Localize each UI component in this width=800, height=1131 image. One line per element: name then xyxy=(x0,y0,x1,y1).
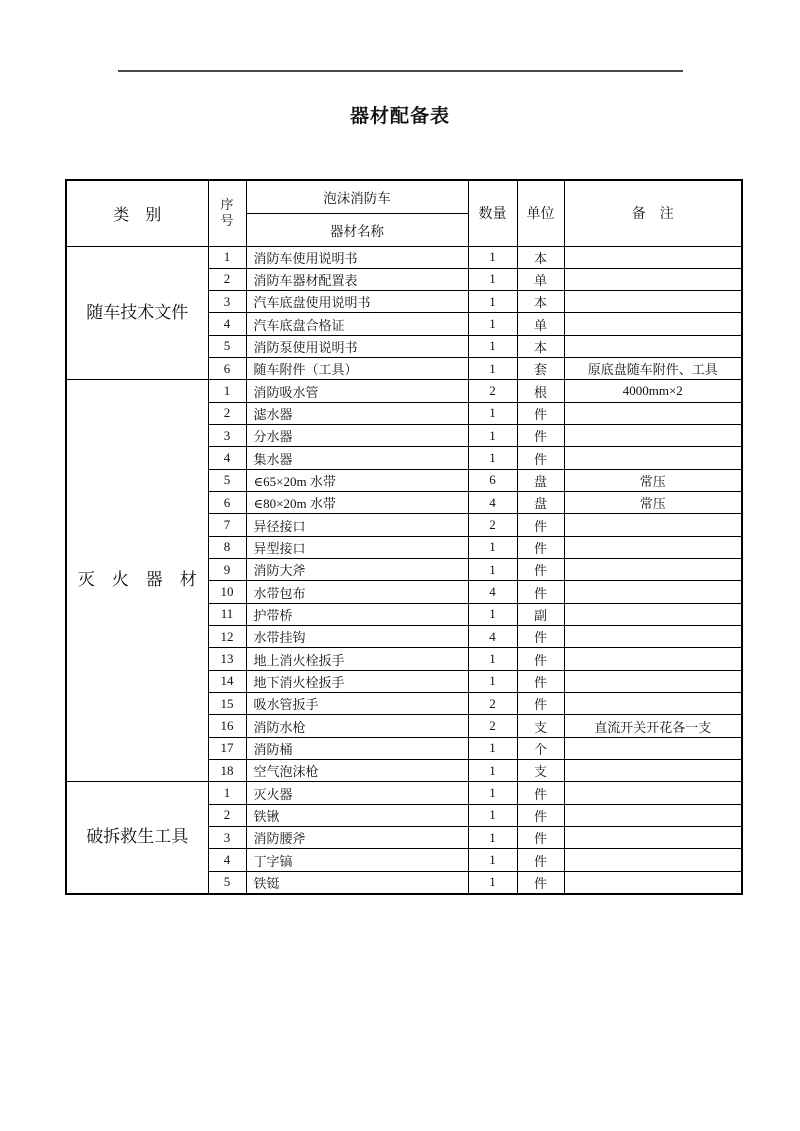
name-cell: 消防车器材配置表 xyxy=(246,268,468,290)
no-cell: 11 xyxy=(208,603,246,625)
name-cell: 异径接口 xyxy=(246,514,468,536)
table-row xyxy=(66,246,742,268)
header-unit: 单位 xyxy=(517,180,564,246)
name-cell: 水带包布 xyxy=(246,581,468,603)
no-cell: 18 xyxy=(208,760,246,782)
qty-cell: 1 xyxy=(468,827,517,849)
header-remarks: 备 注 xyxy=(564,180,742,246)
qty-cell: 1 xyxy=(468,804,517,826)
unit-cell: 件 xyxy=(517,559,564,581)
header-vehicle-type: 泡沫消防车 xyxy=(246,180,468,213)
name-cell: 地上消火栓扳手 xyxy=(246,648,468,670)
remark-cell xyxy=(564,581,742,603)
no-cell: 4 xyxy=(208,313,246,335)
category-cell: 破拆救生工具 xyxy=(66,782,208,894)
name-cell: 消防腰斧 xyxy=(246,827,468,849)
no-cell: 5 xyxy=(208,469,246,491)
name-cell: 消防吸水管 xyxy=(246,380,468,402)
no-cell: 3 xyxy=(208,425,246,447)
unit-cell: 件 xyxy=(517,402,564,424)
unit-cell: 根 xyxy=(517,380,564,402)
category-cell: 灭 火 器 材 xyxy=(66,380,208,782)
remark-cell xyxy=(564,782,742,804)
remark-cell xyxy=(564,268,742,290)
unit-cell: 件 xyxy=(517,804,564,826)
header-serial-number xyxy=(208,180,246,246)
unit-cell: 支 xyxy=(517,715,564,737)
equipment-table-body xyxy=(66,246,742,894)
qty-cell: 1 xyxy=(468,268,517,290)
unit-cell: 件 xyxy=(517,782,564,804)
remark-cell xyxy=(564,335,742,357)
unit-cell: 盘 xyxy=(517,492,564,514)
qty-cell: 1 xyxy=(468,849,517,871)
qty-cell: 1 xyxy=(468,536,517,558)
qty-cell: 1 xyxy=(468,871,517,893)
unit-cell: 件 xyxy=(517,693,564,715)
remark-cell: 常压 xyxy=(564,469,742,491)
header-quantity: 数量 xyxy=(468,180,517,246)
remark-cell xyxy=(564,514,742,536)
no-cell: 5 xyxy=(208,871,246,893)
qty-cell: 1 xyxy=(468,648,517,670)
name-cell: 水带挂钩 xyxy=(246,626,468,648)
no-cell: 16 xyxy=(208,715,246,737)
header-category: 类 别 xyxy=(66,180,208,246)
unit-cell: 本 xyxy=(517,335,564,357)
remark-cell xyxy=(564,626,742,648)
remark-cell xyxy=(564,670,742,692)
name-cell: 分水器 xyxy=(246,425,468,447)
qty-cell: 4 xyxy=(468,626,517,648)
name-cell: 消防车使用说明书 xyxy=(246,246,468,268)
name-cell: 集水器 xyxy=(246,447,468,469)
unit-cell: 本 xyxy=(517,291,564,313)
remark-cell xyxy=(564,693,742,715)
unit-cell: 盘 xyxy=(517,469,564,491)
qty-cell: 1 xyxy=(468,313,517,335)
unit-cell: 副 xyxy=(517,603,564,625)
qty-cell: 1 xyxy=(468,246,517,268)
header-equipment-name: 器材名称 xyxy=(246,213,468,246)
remark-cell: 常压 xyxy=(564,492,742,514)
name-cell: 消防泵使用说明书 xyxy=(246,335,468,357)
no-cell: 1 xyxy=(208,380,246,402)
no-cell: 2 xyxy=(208,402,246,424)
no-cell: 17 xyxy=(208,737,246,759)
unit-cell: 个 xyxy=(517,737,564,759)
remark-cell: 4000mm×2 xyxy=(564,380,742,402)
qty-cell: 4 xyxy=(468,492,517,514)
unit-cell: 件 xyxy=(517,581,564,603)
remark-cell xyxy=(564,760,742,782)
qty-cell: 2 xyxy=(468,715,517,737)
unit-cell: 支 xyxy=(517,760,564,782)
remark-cell xyxy=(564,425,742,447)
name-cell: 异型接口 xyxy=(246,536,468,558)
unit-cell: 件 xyxy=(517,827,564,849)
name-cell: 汽车底盘合格证 xyxy=(246,313,468,335)
remark-cell xyxy=(564,536,742,558)
name-cell: 吸水管扳手 xyxy=(246,693,468,715)
equipment-table xyxy=(65,179,743,895)
name-cell: 地下消火栓扳手 xyxy=(246,670,468,692)
unit-cell: 本 xyxy=(517,246,564,268)
remark-cell xyxy=(564,827,742,849)
unit-cell: 件 xyxy=(517,514,564,536)
no-cell: 9 xyxy=(208,559,246,581)
remark-cell xyxy=(564,246,742,268)
qty-cell: 1 xyxy=(468,782,517,804)
qty-cell: 1 xyxy=(468,425,517,447)
header-rule xyxy=(118,70,683,72)
no-cell: 6 xyxy=(208,358,246,380)
name-cell: 护带桥 xyxy=(246,603,468,625)
remark-cell xyxy=(564,648,742,670)
header-serial-top: 序 xyxy=(220,197,234,212)
name-cell: 灭火器 xyxy=(246,782,468,804)
remark-cell xyxy=(564,291,742,313)
name-cell: 丁字镐 xyxy=(246,849,468,871)
no-cell: 1 xyxy=(208,246,246,268)
name-cell: ∈65×20m 水带 xyxy=(246,469,468,491)
qty-cell: 1 xyxy=(468,335,517,357)
unit-cell: 套 xyxy=(517,358,564,380)
qty-cell: 1 xyxy=(468,603,517,625)
remark-cell xyxy=(564,313,742,335)
qty-cell: 1 xyxy=(468,737,517,759)
no-cell: 15 xyxy=(208,693,246,715)
qty-cell: 2 xyxy=(468,380,517,402)
unit-cell: 件 xyxy=(517,536,564,558)
no-cell: 2 xyxy=(208,804,246,826)
name-cell: 消防桶 xyxy=(246,737,468,759)
qty-cell: 1 xyxy=(468,358,517,380)
name-cell: 空气泡沫枪 xyxy=(246,760,468,782)
unit-cell: 件 xyxy=(517,871,564,893)
unit-cell: 件 xyxy=(517,670,564,692)
no-cell: 3 xyxy=(208,291,246,313)
page-title: 器材配备表 xyxy=(349,106,450,127)
remark-cell: 直流开关开花各一支 xyxy=(564,715,742,737)
no-cell: 7 xyxy=(208,514,246,536)
no-cell: 3 xyxy=(208,827,246,849)
no-cell: 4 xyxy=(208,447,246,469)
unit-cell: 件 xyxy=(517,626,564,648)
remark-cell xyxy=(564,737,742,759)
qty-cell: 1 xyxy=(468,402,517,424)
name-cell: ∈80×20m 水带 xyxy=(246,492,468,514)
name-cell: 滤水器 xyxy=(246,402,468,424)
no-cell: 2 xyxy=(208,268,246,290)
unit-cell: 件 xyxy=(517,425,564,447)
remark-cell xyxy=(564,603,742,625)
unit-cell: 单 xyxy=(517,268,564,290)
name-cell: 随车附件（工具） xyxy=(246,358,468,380)
qty-cell: 1 xyxy=(468,670,517,692)
remark-cell: 原底盘随车附件、工具 xyxy=(564,358,742,380)
qty-cell: 1 xyxy=(468,559,517,581)
unit-cell: 件 xyxy=(517,849,564,871)
name-cell: 消防大斧 xyxy=(246,559,468,581)
remark-cell xyxy=(564,402,742,424)
remark-cell xyxy=(564,849,742,871)
qty-cell: 1 xyxy=(468,291,517,313)
category-cell: 随车技术文件 xyxy=(66,246,208,380)
qty-cell: 1 xyxy=(468,760,517,782)
qty-cell: 1 xyxy=(468,447,517,469)
no-cell: 8 xyxy=(208,536,246,558)
remark-cell xyxy=(564,559,742,581)
table-row xyxy=(66,782,742,804)
remark-cell xyxy=(564,804,742,826)
no-cell: 14 xyxy=(208,670,246,692)
name-cell: 铁铤 xyxy=(246,871,468,893)
header-serial-bottom: 号 xyxy=(220,213,234,229)
name-cell: 消防水枪 xyxy=(246,715,468,737)
unit-cell: 件 xyxy=(517,648,564,670)
table-header xyxy=(66,180,742,246)
no-cell: 4 xyxy=(208,849,246,871)
table-row xyxy=(66,380,742,402)
unit-cell: 件 xyxy=(517,447,564,469)
remark-cell xyxy=(564,871,742,893)
qty-cell: 2 xyxy=(468,693,517,715)
qty-cell: 6 xyxy=(468,469,517,491)
unit-cell: 单 xyxy=(517,313,564,335)
no-cell: 10 xyxy=(208,581,246,603)
no-cell: 12 xyxy=(208,626,246,648)
no-cell: 6 xyxy=(208,492,246,514)
qty-cell: 2 xyxy=(468,514,517,536)
name-cell: 铁锹 xyxy=(246,804,468,826)
name-cell: 汽车底盘使用说明书 xyxy=(246,291,468,313)
qty-cell: 4 xyxy=(468,581,517,603)
no-cell: 13 xyxy=(208,648,246,670)
no-cell: 1 xyxy=(208,782,246,804)
no-cell: 5 xyxy=(208,335,246,357)
remark-cell xyxy=(564,447,742,469)
